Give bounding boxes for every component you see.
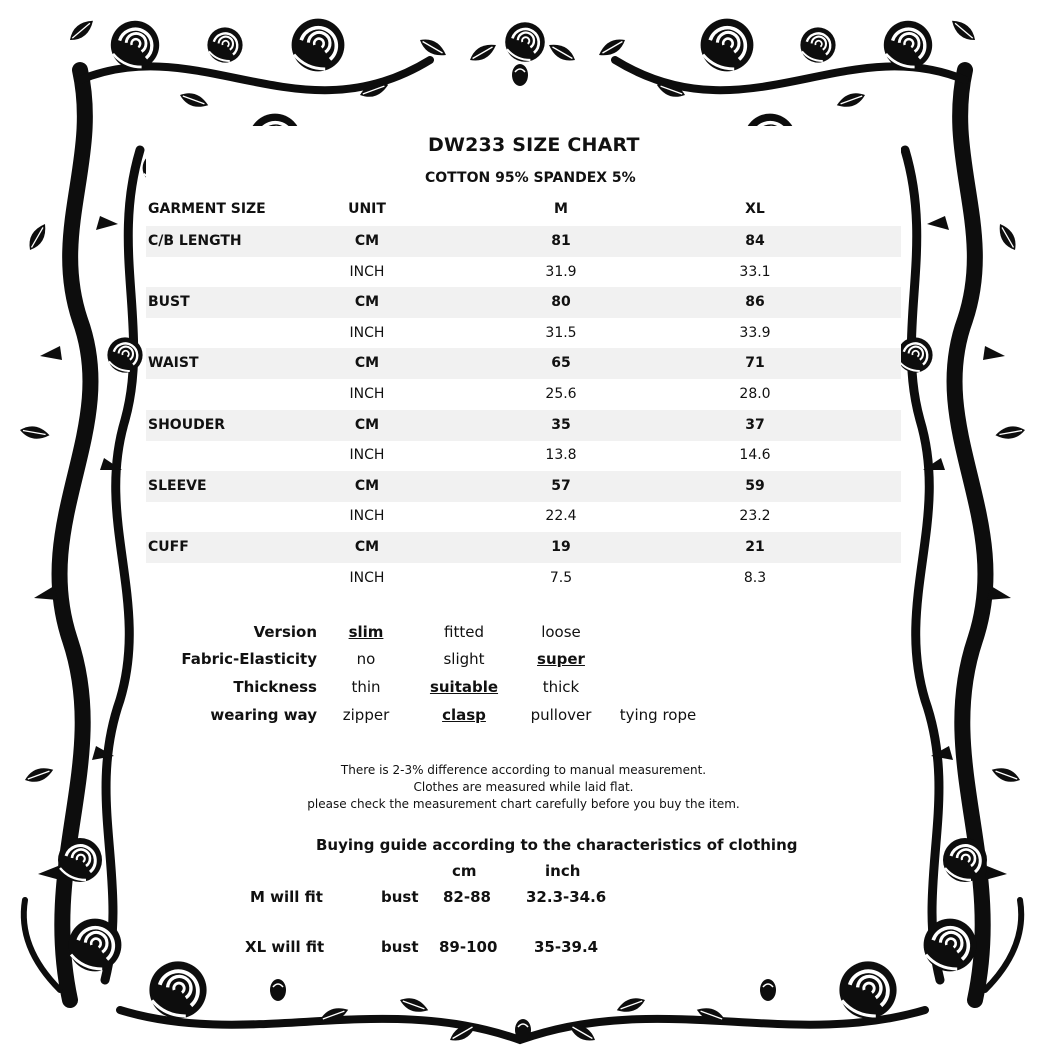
guide-row-xl-part: bust	[381, 938, 419, 956]
attribute-option: thick	[542, 678, 580, 696]
table-row: INCH 31.9 33.1	[349, 264, 771, 280]
guide-header-inch: inch	[545, 862, 581, 880]
row-label: BUST	[148, 294, 190, 310]
attribute-option-selected: super	[537, 650, 585, 668]
guide-row-xl-label: XL will fit	[245, 938, 325, 956]
table-header: GARMENT SIZE UNIT M XL	[146, 194, 901, 225]
attribute-label: Fabric-Elasticity	[181, 650, 317, 668]
note-line-3: please check the measurement chart carefully before you buy the item.	[307, 797, 740, 811]
attribute-label: wearing way	[210, 706, 317, 724]
table-row: WAIST CM 65 71	[146, 348, 901, 379]
table-row: BUST CM 80 86	[146, 287, 901, 318]
row-label: SHOUDER	[148, 417, 226, 433]
table-row: INCH 25.6 28.0	[349, 386, 771, 402]
attribute-option-selected: slim	[348, 623, 384, 641]
row-label: SLEEVE	[148, 478, 207, 494]
table-row: CUFF CM 19 21	[146, 532, 901, 563]
note-line-2: Clothes are measured while laid flat.	[413, 780, 634, 794]
attribute-label: Version	[253, 623, 317, 641]
attribute-option: thin	[351, 678, 381, 696]
attribute-option: fitted	[444, 623, 484, 641]
attribute-option: zipper	[342, 706, 390, 724]
guide-header-cm: cm	[452, 862, 477, 880]
guide-row-m-cm: 82-88	[443, 888, 491, 906]
guide-row-xl-cm: 89-100	[439, 938, 498, 956]
table-row: SLEEVE CM 57 59	[146, 471, 901, 502]
attribute-option: no	[356, 650, 376, 668]
attribute-label: Thickness	[233, 678, 317, 696]
row-label: WAIST	[148, 355, 199, 371]
table-row: INCH 31.5 33.9	[349, 325, 771, 341]
attribute-option-selected: clasp	[442, 706, 486, 724]
chart-title: DW233 SIZE CHART	[428, 134, 640, 156]
table-row: INCH 7.5 8.3	[349, 570, 767, 586]
note-line-1: There is 2-3% difference according to manual measurement.	[340, 763, 707, 777]
attribute-option: slight	[443, 650, 485, 668]
table-row: SHOUDER CM 35 37	[146, 410, 901, 441]
guide-row-m-inch: 32.3-34.6	[526, 888, 607, 906]
row-label: C/B LENGTH	[148, 233, 242, 249]
header-garment-size: GARMENT SIZE	[148, 201, 266, 217]
table-row: INCH 13.8 14.6	[349, 447, 771, 463]
attribute-option: tying rope	[619, 706, 697, 724]
chart-subtitle: COTTON 95% SPANDEX 5%	[425, 170, 636, 186]
guide-row-xl-inch: 35-39.4	[534, 938, 599, 956]
attribute-option-selected: suitable	[429, 678, 499, 696]
table-row: C/B LENGTH CM 81 84	[146, 226, 901, 257]
guide-row-m-label: M will fit	[250, 888, 323, 906]
buying-guide-title: Buying guide according to the characteristics of clothing	[316, 836, 798, 854]
row-label: CUFF	[148, 539, 189, 555]
attribute-option: pullover	[530, 706, 592, 724]
table-row: INCH 22.4 23.2	[349, 508, 771, 524]
attribute-option: loose	[541, 623, 581, 641]
guide-row-m-part: bust	[381, 888, 419, 906]
